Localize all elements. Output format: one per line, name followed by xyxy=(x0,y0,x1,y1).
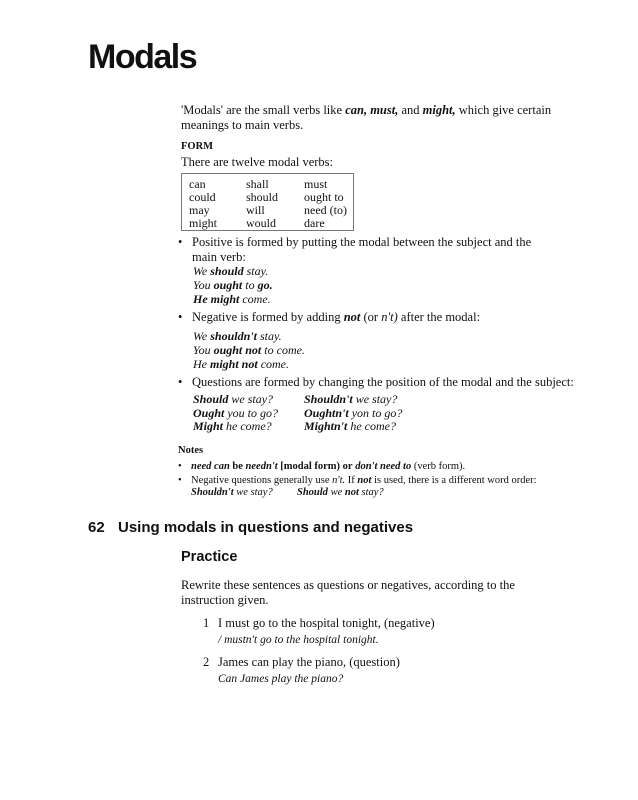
text-run: is used, there is a different word order: xyxy=(371,475,537,486)
negative-example-3 xyxy=(193,357,289,372)
bullet-dot: • xyxy=(178,375,183,389)
text-run: Might xyxy=(193,419,224,433)
text-run: come. xyxy=(257,357,290,371)
bullet-questions-text: Questions are formed by changing the position of the modal and the subject: xyxy=(192,375,574,389)
exercise-number: 2 xyxy=(203,655,210,669)
text-run: he come? xyxy=(223,419,272,433)
text-run: not xyxy=(344,487,359,498)
modal-verb: may xyxy=(189,203,210,217)
text-run: you to go? xyxy=(224,405,279,420)
negative-example-2 xyxy=(193,343,305,358)
positive-example-2 xyxy=(193,278,273,293)
text-run: 'Modals' are the small verbs like xyxy=(181,103,346,117)
exercise-2-answer: Can James play the piano? xyxy=(218,673,344,685)
text-run: ought not xyxy=(213,343,262,357)
bullet-negative xyxy=(178,310,568,325)
modal-verb: might xyxy=(189,216,218,230)
text-run: We xyxy=(193,264,211,278)
text-run: Mightn't xyxy=(304,419,348,433)
text-run: Ought xyxy=(193,405,225,420)
modal-verb: would xyxy=(246,216,276,230)
question-example xyxy=(193,420,304,434)
text-run: ought xyxy=(213,278,243,292)
practice-instruction: Rewrite these sentences as questions or negatives, according to the instruction given. xyxy=(181,578,515,607)
text-run: Shouldn't xyxy=(191,487,234,498)
text-run: You xyxy=(193,343,214,357)
text-run: come. xyxy=(239,292,271,306)
text-run: (or xyxy=(360,310,382,324)
text-run: Shouldn't xyxy=(304,392,353,406)
modal-verb: shall xyxy=(246,177,269,191)
text-run: shouldn't xyxy=(210,329,257,343)
text-run: we stay? xyxy=(228,392,274,406)
bullet-negative-text xyxy=(192,310,480,324)
text-run: [modal form) xyxy=(277,461,343,472)
exercise-2 xyxy=(203,655,400,670)
text-run: be xyxy=(229,461,246,472)
section-number: 62 xyxy=(88,519,105,536)
text-run: yon to go? xyxy=(348,405,403,420)
modal-verbs-table xyxy=(181,173,354,231)
form-label: FORM xyxy=(181,141,214,152)
modal-verb: will xyxy=(246,203,265,217)
text-run: Oughtn't xyxy=(304,405,349,420)
exercise-text: James can play the piano, (question) xyxy=(218,655,400,669)
bullet-questions xyxy=(178,375,578,390)
text-run: We xyxy=(193,329,211,343)
note-2-text xyxy=(191,475,537,486)
text-run: You xyxy=(193,278,214,292)
exercise-number: 1 xyxy=(203,616,210,630)
modal-verb: need (to) xyxy=(304,203,347,217)
negative-example-1 xyxy=(193,329,282,344)
text-run: go. xyxy=(257,278,273,292)
text-run: might, xyxy=(422,103,456,117)
positive-example-1 xyxy=(193,264,268,279)
positive-example-3 xyxy=(193,292,271,307)
bullet-dot: • xyxy=(178,310,183,324)
practice-heading: Practice xyxy=(181,549,238,565)
bullet-positive-line2: main verb: xyxy=(192,250,246,264)
text-run: He xyxy=(193,357,210,371)
note-2-example-1 xyxy=(191,487,297,499)
text-run: which give certain meanings to main verbs. xyxy=(181,103,552,132)
page-title: Modals xyxy=(88,38,197,76)
text-run: stay? xyxy=(358,487,384,498)
text-run: should xyxy=(210,264,244,278)
modal-verb: dare xyxy=(304,216,325,230)
note-2-example-2 xyxy=(297,487,384,498)
question-example xyxy=(304,393,424,407)
text-run: to come. xyxy=(261,343,305,357)
note-1-text xyxy=(191,461,465,472)
text-run: stay. xyxy=(256,329,282,343)
question-examples xyxy=(193,393,424,434)
text-run: can, must, xyxy=(345,103,399,117)
form-subheading: There are twelve modal verbs: xyxy=(181,155,334,169)
bullet-positive xyxy=(178,235,568,265)
text-run: Negative is formed by adding xyxy=(192,310,344,324)
section-title: Using modals in questions and negatives xyxy=(118,519,414,536)
notes-label: Notes xyxy=(178,445,204,456)
text-run: Should xyxy=(297,487,328,498)
text-run: Negative questions generally use xyxy=(191,475,333,486)
note-2 xyxy=(178,475,578,499)
question-example xyxy=(193,407,304,421)
text-run: after the modal: xyxy=(397,310,481,324)
text-run: to xyxy=(242,278,258,292)
modal-verb: can xyxy=(189,177,206,191)
intro-paragraph xyxy=(181,103,561,133)
text-run: He might xyxy=(193,292,240,306)
modal-verb: could xyxy=(189,190,216,204)
text-run: we stay? xyxy=(233,487,273,498)
text-run: we stay? xyxy=(352,392,398,406)
text-run: don't need to xyxy=(352,461,412,472)
modal-verb: must xyxy=(304,177,328,191)
text-run: and xyxy=(398,103,423,117)
question-example xyxy=(304,407,424,421)
text-run: we xyxy=(327,487,345,498)
text-run: not xyxy=(343,310,361,324)
text-run: n't) xyxy=(381,310,398,324)
text-run: (verb form). xyxy=(411,461,466,472)
text-run: Should xyxy=(193,392,229,406)
exercise-1 xyxy=(203,616,435,631)
text-run: need can xyxy=(191,461,230,472)
bullet-dot: • xyxy=(178,475,182,486)
text-run: needn't xyxy=(245,461,278,472)
bullet-dot: • xyxy=(178,235,183,249)
text-run: n't. xyxy=(332,475,346,486)
text-run: or xyxy=(342,461,353,472)
modal-verb: should xyxy=(246,190,279,204)
exercise-1-answer: / mustn't go to the hospital tonight. xyxy=(218,634,379,646)
text-run: stay. xyxy=(243,264,269,278)
modal-verbs-grid xyxy=(189,178,359,230)
note-1 xyxy=(178,461,578,473)
question-example xyxy=(304,420,424,434)
question-example xyxy=(193,393,304,407)
bullet-positive-line1: Positive is formed by putting the modal between the subject and the xyxy=(192,235,532,249)
modal-verb: ought to xyxy=(304,190,344,204)
section-heading xyxy=(88,519,413,536)
text-run: not xyxy=(357,475,372,486)
bullet-dot: • xyxy=(178,461,182,472)
text-run: he come? xyxy=(347,419,397,433)
exercise-text: I must go to the hospital tonight, (negative) xyxy=(218,616,435,630)
text-run: might not xyxy=(210,357,258,371)
text-run: If xyxy=(345,475,358,486)
